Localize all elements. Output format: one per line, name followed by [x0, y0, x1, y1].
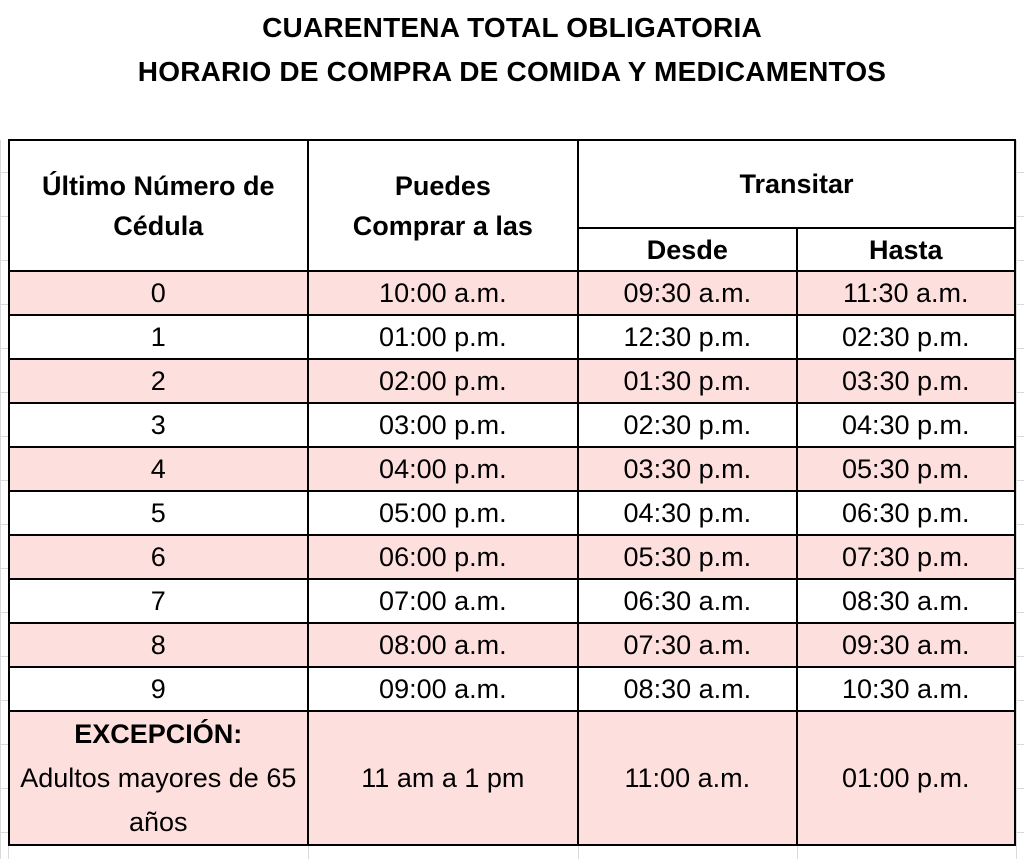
cell-digit: 7 — [9, 579, 308, 623]
cell-digit: 6 — [9, 535, 308, 579]
cell-comprar: 08:00 a.m. — [308, 623, 579, 667]
cell-comprar: 07:00 a.m. — [308, 579, 579, 623]
title-line-2: HORARIO DE COMPRA DE COMIDA Y MEDICAMENTOS — [137, 56, 887, 87]
header-desde: Desde — [578, 228, 796, 271]
table-row — [9, 623, 1015, 667]
exception-row — [9, 711, 1015, 845]
cell-comprar: 05:00 p.m. — [308, 491, 579, 535]
header-comprar: Puedes Comprar a las — [308, 140, 579, 271]
cell-desde: 11:00 a.m. — [578, 711, 796, 845]
table-row — [9, 667, 1015, 711]
cell-digit: 2 — [9, 359, 308, 403]
table-row — [9, 579, 1015, 623]
exception-description: Adultos mayores de 65 años — [20, 763, 297, 837]
header-cedula: Último Número de Cédula — [9, 140, 308, 271]
cell-comprar: 09:00 a.m. — [308, 667, 579, 711]
cell-digit: 8 — [9, 623, 308, 667]
cell-desde: 06:30 a.m. — [578, 579, 796, 623]
cell-desde: 05:30 p.m. — [578, 535, 796, 579]
table-row — [9, 535, 1015, 579]
cell-hasta: 07:30 p.m. — [797, 535, 1015, 579]
table-row — [9, 403, 1015, 447]
cell-hasta: 06:30 p.m. — [797, 491, 1015, 535]
title-area — [0, 0, 1024, 140]
cell-desde: 08:30 a.m. — [578, 667, 796, 711]
cell-hasta: 03:30 p.m. — [797, 359, 1015, 403]
title-line-1: CUARENTENA TOTAL OBLIGATORIA — [262, 12, 762, 43]
header-row — [9, 140, 1015, 228]
cell-hasta: 02:30 p.m. — [797, 315, 1015, 359]
cell-desde: 03:30 p.m. — [578, 447, 796, 491]
cell-digit: 1 — [9, 315, 308, 359]
cell-digit: 9 — [9, 667, 308, 711]
exception-label-cell — [9, 711, 308, 845]
header-transitar: Transitar — [578, 140, 1015, 228]
cell-comprar: 10:00 a.m. — [308, 271, 579, 315]
cell-comprar: 11 am a 1 pm — [308, 711, 579, 845]
cell-desde: 09:30 a.m. — [578, 271, 796, 315]
table-row — [9, 271, 1015, 315]
cell-comprar: 04:00 p.m. — [308, 447, 579, 491]
cell-comprar: 03:00 p.m. — [308, 403, 579, 447]
cell-hasta: 08:30 a.m. — [797, 579, 1015, 623]
cell-comprar: 02:00 p.m. — [308, 359, 579, 403]
cell-comprar: 06:00 p.m. — [308, 535, 579, 579]
cell-hasta: 11:30 a.m. — [797, 271, 1015, 315]
cell-desde: 01:30 p.m. — [578, 359, 796, 403]
cell-hasta: 04:30 p.m. — [797, 403, 1015, 447]
cell-hasta: 09:30 a.m. — [797, 623, 1015, 667]
cell-hasta: 05:30 p.m. — [797, 447, 1015, 491]
cell-desde: 12:30 p.m. — [578, 315, 796, 359]
cell-digit: 3 — [9, 403, 308, 447]
schedule-table — [8, 139, 1016, 846]
table-row — [9, 447, 1015, 491]
cell-hasta: 10:30 a.m. — [797, 667, 1015, 711]
cell-digit: 4 — [9, 447, 308, 491]
header-hasta: Hasta — [797, 228, 1015, 271]
cell-digit: 5 — [9, 491, 308, 535]
table-row — [9, 491, 1015, 535]
cell-desde: 04:30 p.m. — [578, 491, 796, 535]
cell-desde: 07:30 a.m. — [578, 623, 796, 667]
cell-hasta: 01:00 p.m. — [797, 711, 1015, 845]
table-row — [9, 359, 1015, 403]
exception-title: EXCEPCIÓN: — [74, 719, 243, 749]
cell-comprar: 01:00 p.m. — [308, 315, 579, 359]
cell-desde: 02:30 p.m. — [578, 403, 796, 447]
table-row — [9, 315, 1015, 359]
cell-digit: 0 — [9, 271, 308, 315]
